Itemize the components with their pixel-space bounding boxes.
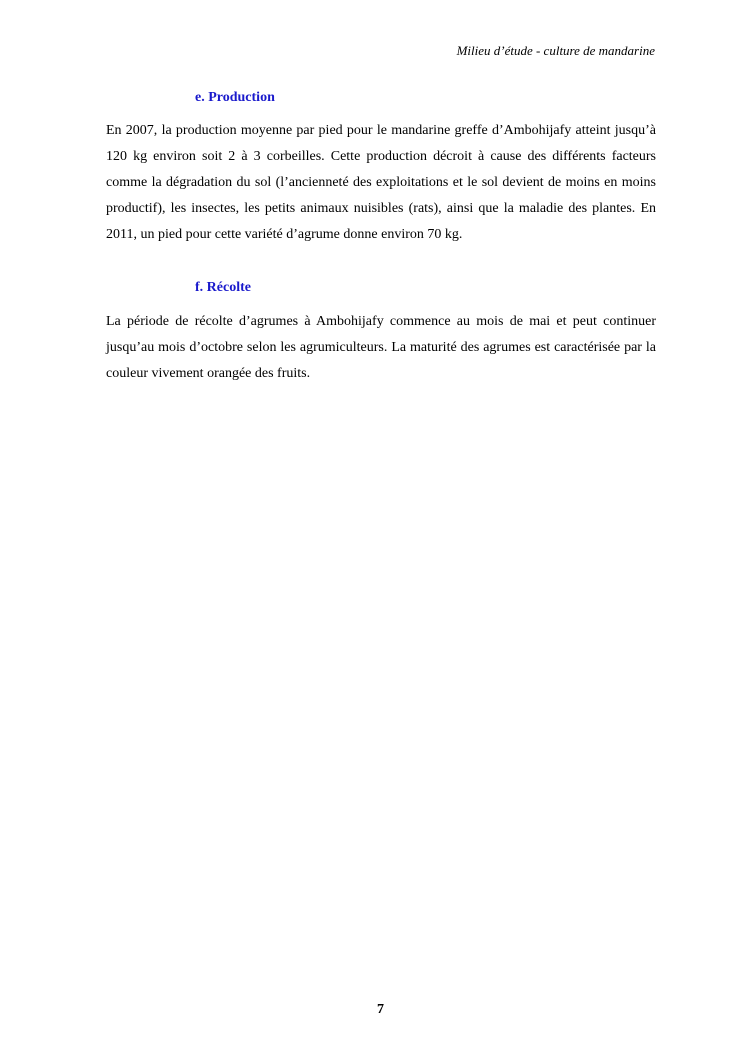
paragraph-production: En 2007, la production moyenne par pied pour le mandarine greffe d’Ambohijafy atteint jusqu’à 120 kg environ soit 2 à 3 corbeilles. Cette production décroit à cause des différents facteurs comme la dégradation du sol (l’ancienneté des exploitations et le sol devient de moins en moins productif), les insectes, les petits animaux nuisibles (rats), ainsi que la maladie des plantes. En 2011, un pied pour cette variété d’agrume donne environ 70 kg.	[106, 123, 656, 242]
section-heading-recolte: f. Récolte	[195, 280, 251, 295]
paragraph-recolte: La période de récolte d’agrumes à Ambohijafy commence au mois de mai et peut continuer jusqu’au mois d’octobre selon les agrumiculteurs. La maturité des agrumes est caractérisée par la couleur vivement orangée des fruits.	[106, 314, 656, 381]
section-heading-production: e. Production	[195, 90, 275, 105]
page-number: 7	[377, 1002, 384, 1017]
running-header: Milieu d’étude - culture de mandarine	[456, 43, 655, 58]
